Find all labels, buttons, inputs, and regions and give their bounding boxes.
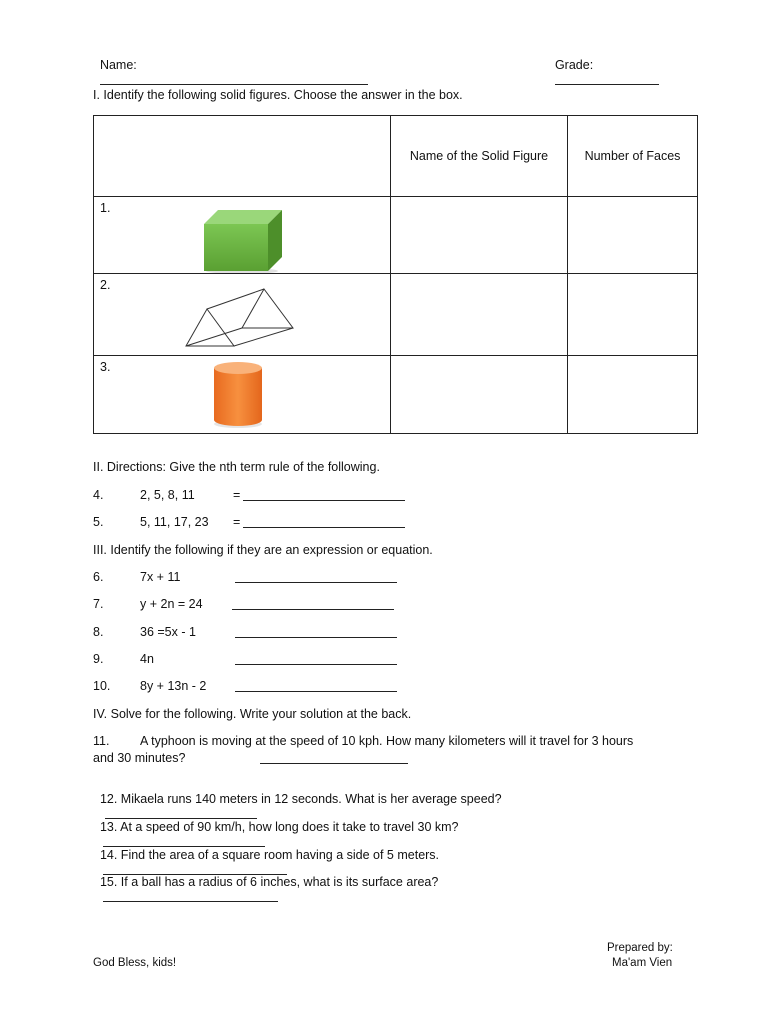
question-4 [0,488,768,504]
figure-cell-1 [94,197,391,274]
question-number: 4. [93,488,104,502]
answer-line-15[interactable] [103,889,278,902]
question-9 [0,652,768,668]
grade-label: Grade: [554,58,594,72]
answer-faces-3[interactable] [568,356,698,434]
question-text: 12. Mikaela runs 140 meters in 12 seconds. What is her average speed? [99,792,502,806]
equals-sign: = [233,488,241,502]
cube-figure [198,207,288,277]
question-11-cont [0,751,768,767]
question-number: 9. [93,652,104,666]
question-8 [0,625,768,641]
col-header-faces: Number of Faces [568,116,698,197]
figure-cell-2 [94,274,391,356]
expression: 8y + 13n - 2 [140,679,207,693]
equals-sign: = [233,515,241,529]
item-number: 1. [100,201,111,215]
question-number: 6. [93,570,104,584]
expression: 7x + 11 [140,570,181,584]
question-number: 5. [93,515,104,529]
expression: 36 =5x - 1 [140,625,196,639]
section1-title: I. Identify the following solid figures. Choose the answer in the box. [93,88,463,102]
question-7 [0,597,768,613]
question-text: 14. Find the area of a square room having a side of 5 meters. [99,848,440,862]
question-text: 15. If a ball has a radius of 6 inches, what is its surface area? [99,875,439,889]
section3-title: III. Identify the following if they are an expression or equation. [93,543,433,557]
answer-name-3[interactable] [391,356,568,434]
sequence: 5, 11, 17, 23 [140,515,209,529]
blessing-text: God Bless, kids! [93,957,177,969]
expression: y + 2n = 24 [140,597,203,611]
question-11 [0,734,768,750]
figure-cell-3 [94,356,391,434]
answer-line-4[interactable] [243,488,405,501]
question-text: A typhoon is moving at the speed of 10 kph. How many kilometers will it travel for 3 hours [140,734,634,748]
question-5 [0,515,768,531]
item-number: 3. [100,360,111,374]
header-blank-cell [94,116,391,197]
question-6 [0,570,768,586]
name-field[interactable] [100,72,368,85]
question-text: and 30 minutes? [93,751,186,765]
answer-line-11[interactable] [260,751,408,764]
triangular-prism-figure [182,286,302,352]
cylinder-figure [210,360,266,430]
author-name: Ma'am Vien [612,957,673,969]
prepared-by-label: Prepared by: [607,942,673,954]
answer-line-10[interactable] [235,679,397,692]
answer-faces-1[interactable] [568,197,698,274]
solid-figures-table [93,115,698,434]
grade-field[interactable] [555,72,659,85]
question-number: 7. [93,597,104,611]
name-label: Name: [99,58,137,72]
question-number: 8. [93,625,104,639]
question-number: 10. [93,679,111,693]
answer-name-1[interactable] [391,197,568,274]
question-number: 11. [93,734,110,748]
grade-row [548,44,659,88]
question-15 [93,861,438,905]
answer-line-6[interactable] [235,570,397,583]
section2-title: II. Directions: Give the nth term rule of the following. [93,460,380,474]
answer-name-2[interactable] [391,274,568,356]
col-header-name: Name of the Solid Figure [391,116,568,197]
sequence: 2, 5, 8, 11 [140,488,195,502]
expression: 4n [140,652,154,666]
name-row [93,44,368,88]
question-text: 13. At a speed of 90 km/h, how long does it take to travel 30 km? [99,820,459,834]
question-10 [0,679,768,695]
answer-line-5[interactable] [243,515,405,528]
answer-line-8[interactable] [235,625,397,638]
answer-faces-2[interactable] [568,274,698,356]
section4-title: IV. Solve for the following. Write your solution at the back. [93,707,412,721]
answer-line-9[interactable] [235,652,397,665]
item-number: 2. [100,278,111,292]
answer-line-7[interactable] [232,597,394,610]
